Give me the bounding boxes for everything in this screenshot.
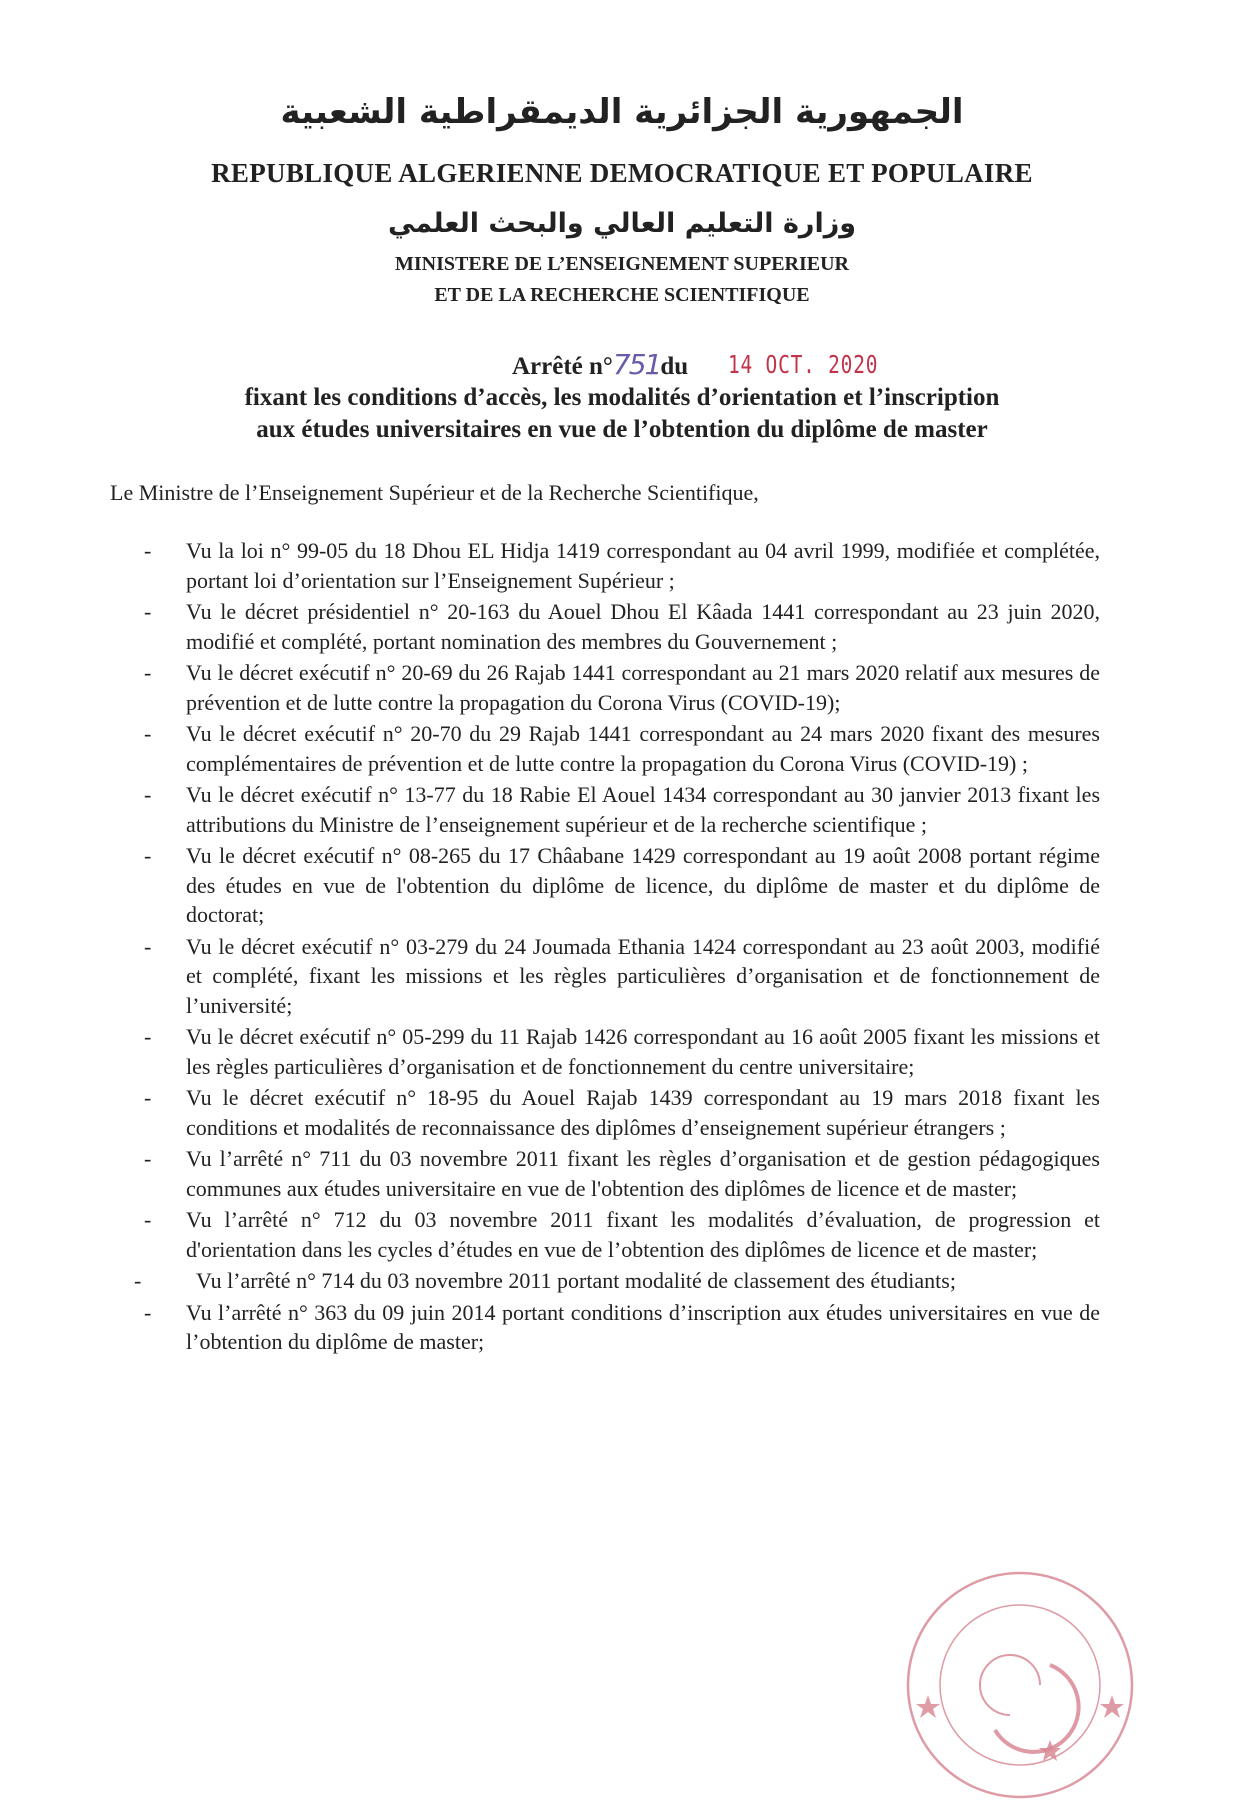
arrete-title-line2: aux études universitaires en vue de l’obtention du diplôme de master: [256, 416, 988, 443]
list-item: - Vu le décret exécutif n° 08-265 du 17 Châabane 1429 correspondant au 19 août 2008 portant régime des études en vue de l'obtention du diplôme de licence, du diplôme de master et du diplôme de doctorat;: [144, 843, 1100, 927]
visa-text: Vu le décret exécutif n° 18-95 du Aouel Rajab 1439 correspondant au 19 mars 2018 fixant les conditions et modalités de reconnaissance des diplômes d’enseignement supérieur étrangers ;: [186, 1085, 1100, 1140]
visa-text: Vu le décret exécutif n° 05-299 du 11 Rajab 1426 correspondant au 16 août 2005 fixant les missions et les règles particulières d’organisation et de fonctionnement du centre universitaire;: [186, 1024, 1100, 1079]
list-item: - Vu le décret présidentiel n° 20-163 du Aouel Dhou El Kâada 1441 correspondant au 23 juin 2020, modifié et complété, portant nomination des membres du Gouvernement ;: [144, 599, 1100, 654]
ministry-heading-line2: ET DE LA RECHERCHE SCIENTIFIQUE: [434, 284, 810, 306]
visa-text: Vu l’arrêté n° 714 du 03 novembre 2011 portant modalité de classement des étudiants;: [196, 1268, 956, 1293]
ministry-heading-line1: MINISTERE DE L’ENSEIGNEMENT SUPERIEUR: [394, 253, 849, 275]
republic-heading: REPUBLIQUE ALGERIENNE DEMOCRATIQUE ET POPULAIRE: [211, 158, 1033, 188]
list-item: - Vu l’arrêté n° 712 du 03 novembre 2011 fixant les modalités d’évaluation, de progression et d'orientation dans les cycles d’études en vue de l’obtention des diplômes de licence et de master;: [144, 1207, 1100, 1262]
arrete-number: 751: [612, 348, 661, 381]
list-item: - Vu le décret exécutif n° 20-69 du 26 Rajab 1441 correspondant au 21 mars 2020 relatif aux mesures de prévention et de lutte contre la propagation du Corona Virus (COVID-19);: [144, 660, 1100, 715]
visa-text: Vu le décret exécutif n° 03-279 du 24 Joumada Ethania 1424 correspondant au 23 août 2003, modifié et complété, fixant les missions et les règles particulières d’organisation et de fonctionnement de l’université;: [186, 933, 1100, 1018]
list-item: - Vu le décret exécutif n° 03-279 du 24 Joumada Ethania 1424 correspondant au 23 août 2003, modifié et complété, fixant les missions et les règles particulières d’organisation et de fonctionnement de l’université;: [144, 933, 1100, 1018]
visa-text: Vu la loi n° 99-05 du 18 Dhou EL Hidja 1419 correspondant au 04 avril 1999, modifiée et complétée, portant loi d’orientation sur l’Enseignement Supérieur ;: [186, 538, 1100, 593]
visa-text: Vu l’arrêté n° 363 du 09 juin 2014 portant conditions d’inscription aux études universitaires en vue de l’obtention du diplôme de master;: [186, 1299, 1100, 1354]
arabic-ministry-heading: وزارة التعليم العالي والبحث العلمي: [387, 208, 857, 239]
list-item: - Vu l’arrêté n° 711 du 03 novembre 2011 fixant les règles d’organisation et de gestion pédagogiques communes aux études universitaire en vue de l'obtention des diplômes de licence et de master;: [144, 1146, 1100, 1201]
visa-text: Vu le décret exécutif n° 20-69 du 26 Rajab 1441 correspondant au 21 mars 2020 relatif aux mesures de prévention et de lutte contre la propagation du Corona Virus (COVID-19);: [186, 660, 1100, 715]
arrete-title-line1: fixant les conditions d’accès, les modalités d’orientation et l’inscription: [244, 384, 1000, 411]
list-item: - Vu le décret exécutif n° 05-299 du 11 Rajab 1426 correspondant au 16 août 2005 fixant les missions et les règles particulières d’organisation et de fonctionnement du centre universitaire;: [144, 1024, 1100, 1079]
list-item: - Vu le décret exécutif n° 13-77 du 18 Rabie El Aouel 1434 correspondant au 30 janvier 2013 fixant les attributions du Ministre de l’enseignement supérieur et de la recherche scientifique ;: [144, 782, 1100, 837]
arabic-republic-heading: الجمهورية الجزائرية الديمقراطية الشعبية: [280, 92, 964, 132]
intro-text: Le Ministre de l’Enseignement Supérieur et de la Recherche Scientifique,: [110, 480, 759, 505]
visa-text: Vu le décret exécutif n° 20-70 du 29 Rajab 1441 correspondant au 24 mars 2020 fixant des mesures complémentaires de prévention et de lutte contre la propagation du Corona Virus (COVID-19) ;: [186, 721, 1100, 776]
list-item: - Vu le décret exécutif n° 18-95 du Aouel Rajab 1439 correspondant au 19 mars 2018 fixant les conditions et modalités de reconnaissance des diplômes d’enseignement supérieur étrangers ;: [144, 1085, 1100, 1140]
date-stamp: 14 OCT. 2020: [728, 350, 879, 379]
visa-list: [134, 536, 1100, 1359]
list-item: - Vu l’arrêté n° 714 du 03 novembre 2011 portant modalité de classement des étudiants;: [134, 1268, 956, 1293]
visa-text: Vu le décret exécutif n° 08-265 du 17 Châabane 1429 correspondant au 19 août 2008 portant régime des études en vue de l'obtention du diplôme de licence, du diplôme de master et du diplôme de doctorat;: [186, 843, 1100, 927]
list-item: - Vu l’arrêté n° 363 du 09 juin 2014 portant conditions d’inscription aux études universitaires en vue de l’obtention du diplôme de master;: [144, 1299, 1100, 1354]
arrete-prefix: Arrêté n°: [512, 353, 613, 380]
visa-text: Vu le décret exécutif n° 13-77 du 18 Rabie El Aouel 1434 correspondant au 30 janvier 2013 fixant les attributions du Ministre de l’enseignement supérieur et de la recherche scientifique ;: [186, 782, 1100, 837]
ministry-seal-stamp: [900, 1565, 1140, 1805]
visa-text: Vu l’arrêté n° 711 du 03 novembre 2011 fixant les règles d’organisation et de gestion pédagogiques communes aux études universitaire en vue de l'obtention des diplômes de licence et de master;: [186, 1146, 1100, 1201]
visa-text: Vu le décret présidentiel n° 20-163 du Aouel Dhou El Kâada 1441 correspondant au 23 juin 2020, modifié et complété, portant nomination des membres du Gouvernement ;: [186, 599, 1100, 654]
arrete-du: du: [660, 353, 689, 380]
visa-text: Vu l’arrêté n° 712 du 03 novembre 2011 fixant les modalités d’évaluation, de progression et d'orientation dans les cycles d’études en vue de l’obtention des diplômes de licence et de master;: [186, 1207, 1100, 1262]
list-item: - Vu la loi n° 99-05 du 18 Dhou EL Hidja 1419 correspondant au 04 avril 1999, modifiée et complétée, portant loi d’orientation sur l’Enseignement Supérieur ;: [144, 538, 1100, 593]
list-item: - Vu le décret exécutif n° 20-70 du 29 Rajab 1441 correspondant au 24 mars 2020 fixant des mesures complémentaires de prévention et de lutte contre la propagation du Corona Virus (COVID-19) ;: [144, 721, 1100, 776]
arrete-reference: [512, 348, 688, 381]
